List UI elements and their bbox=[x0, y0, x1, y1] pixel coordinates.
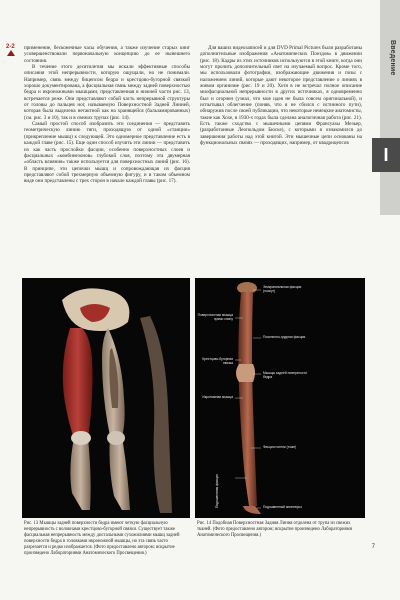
paragraph: применение, бесконечные часы обучения, а также изучение старых книг усовершенствовали первоначальную концепцию до ее нынешнего состояния. bbox=[24, 45, 190, 64]
page-marker-text: 2-2 bbox=[6, 44, 15, 50]
side-tab-title: Введение bbox=[389, 40, 396, 76]
label-fascia-cruris: Фасция голени (тоже) bbox=[263, 445, 297, 449]
left-text-column bbox=[24, 45, 190, 185]
page-number: 7 bbox=[371, 544, 375, 550]
paragraph: Самый простой способ изобразить эти соединения — представить геометрическую линию тяги, проходящую от одной «станции» (прикрепление мышц) к следующей. Это одномерное представление есть в каждой главе (рис. 15). Еще один способ изучить эти линии — представить их как часть прослойки фасции, особенно поверхностных слоев и фасциальных «комбинезонов» глубокой слоя, поэтому эта двумерная «область влияния» также используется для поверхностных линий (рис. 16). В принципе, эти цепочки мышц и сопровождающая их фасция представляют собой трехмерную объемную фигуру, и в таком объемном виде они представлены с трех сторон в начале каждой главы (рис. 17). bbox=[24, 121, 190, 185]
label-plantar: Подошвенный апоневроз bbox=[263, 505, 302, 509]
label-thoracolumbar: Пояснично-грудная фасция bbox=[263, 335, 306, 339]
paragraph: В течение этого десятилетия мы искали эффективные способы описания этой непрерывности, которую ощущали, но не понимали. Например, связь между бицепсом бедра и крестцово-бугорной связкой хорошо документирована, а фасциальная связь между задней поверхностью бедра и икроножными мышцами, представленная в нижней части рис. 13, встречается реже. Они представляют собой часть непрерывной структуры от головы до пальцев ног, называемую Поверхностной Задней Линией, которая была выделена нетактной как на хранящейся (бальзамированных) (см. рис. 3 и 10), так и в свежих трупах (рис. 14). bbox=[24, 64, 190, 121]
label-hamstrings: Мышцы задней поверхности бедра bbox=[263, 371, 307, 379]
figure-13-caption: Рис. 13 Мышцы задней поверхности бедра имеют четкую фасциальную непрерывность с волокнами крестцово-бугорной связки. Существует также фасциальная непрерывность между дистальными сухожилиями мышц задней поверхности бедра и головками икроножной мышцы, но эта связь часто разрезается и редко изображается. (Фото предоставлено автором; вскрытие произведено Лабораториями Анатомического Просвещения.) bbox=[24, 521, 180, 557]
label-gastrocnemius: Икроножная мышца bbox=[202, 395, 233, 399]
figure-14-caption: Рис. 14 Подобная Поверхностная Задняя Линия отделена от трупа из свежих тканей. (Фото предоставлено автором; вскрытие произведено Лабораториями Анатомического Просвещения.) bbox=[197, 521, 353, 539]
chapter-page-marker bbox=[6, 44, 15, 57]
label-epicranial: Эпикраниальная фасция (лоскут) bbox=[263, 285, 302, 293]
paragraph: Для ваших видеозаписей и для DVD Primal Pictures были разработаны дополнительные изображения «Анатомических Поездов» в движении (рис. 18). Кадры из этих источников используются в этой книге, когда они могут пролить дополнительный свет на изучаемый вопрос. Кроме того, мы использовали фотографии, изображающие движения и позы с наложением линий, которые дают некоторое представление о линиях в живом организме (рис. 19 и 20). Хотя в не встречал полное описание миофасциальной непрерывности в других источниках, я одновременно был и огорчен (узнал, что моя идея не была совсем оригинальной), и испытывал облегчение (поняв, что я не сбился с истинного пути), обнаружив после своей публикации, что некоторые немецкие анатомисты, такие как Хохе, в 1930-х годах была сделана аналогичная работа (рис. 21). Есть также сходство с мышечными цепями Франсуазы Мезьер, (разработанные Леопольдом Бюске), с которыми я ознакомился до завершения работы над этой книгой. Эти мышечные цепи основаны на функциональных связях — проходящих, например, от квадрицепсов bbox=[200, 45, 362, 147]
chapter-side-tab bbox=[380, 0, 400, 215]
leg-dissection-image bbox=[22, 278, 190, 518]
label-vertical-plantar: Подошвенная фасция bbox=[215, 474, 219, 508]
section-number-tab bbox=[372, 138, 400, 172]
label-erector: Поверхностная мышца прямо спину bbox=[197, 313, 233, 321]
section-number: I bbox=[383, 144, 389, 165]
marker-triangle-icon bbox=[7, 50, 15, 56]
label-sacrotuberous: Крестцово-бугорная связка bbox=[202, 357, 233, 365]
figure-14-photo bbox=[195, 278, 365, 518]
figure-13-photo bbox=[22, 278, 190, 518]
right-text-column bbox=[200, 45, 362, 147]
